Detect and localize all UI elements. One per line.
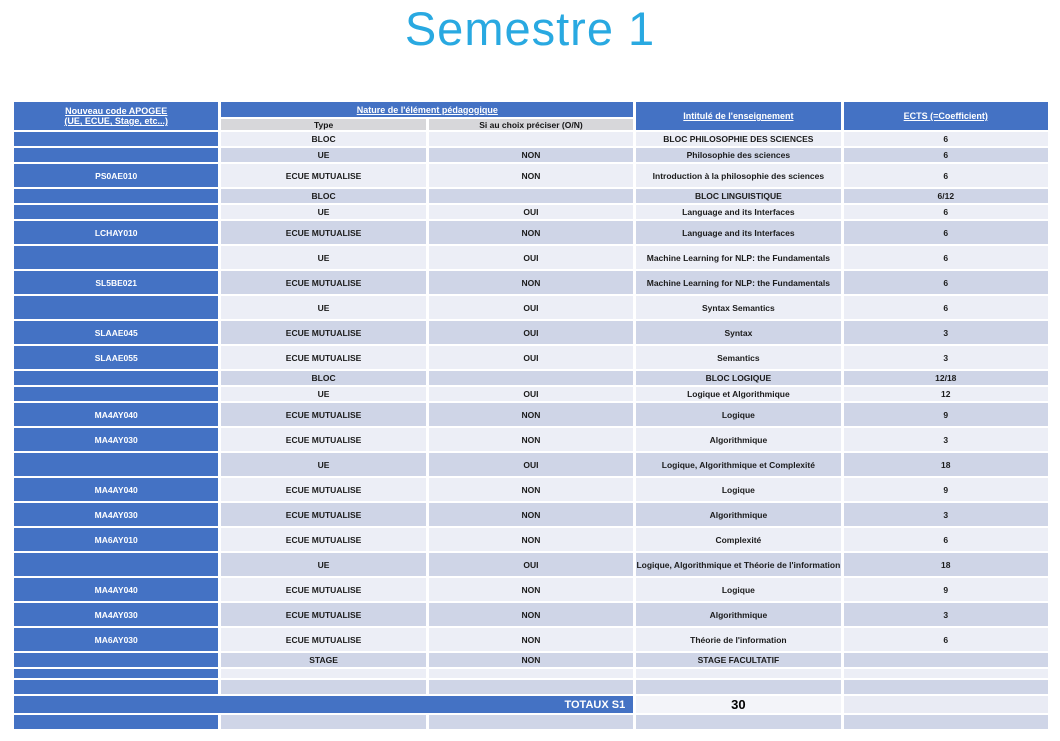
ects-cell: 6: [844, 246, 1048, 269]
table-row: [14, 403, 1048, 426]
table-row: [14, 553, 1048, 576]
type-cell: ECUE MUTUALISE: [221, 628, 425, 651]
ects-cell: 6: [844, 271, 1048, 294]
ects-cell: 9: [844, 578, 1048, 601]
table-row: [14, 371, 1048, 385]
choix-cell: NON: [429, 164, 633, 187]
code-cell: LCHAY010: [14, 221, 218, 244]
type-cell: [221, 680, 425, 694]
choix-cell: [429, 371, 633, 385]
page-title: Semestre 1: [404, 2, 656, 55]
code-cell: [14, 148, 218, 162]
intitule-cell: [636, 669, 840, 678]
table-row: [14, 132, 1048, 146]
intitule-cell: [636, 680, 840, 694]
type-cell: ECUE MUTUALISE: [221, 271, 425, 294]
choix-cell: NON: [429, 653, 633, 667]
type-cell: ECUE MUTUALISE: [221, 528, 425, 551]
intitule-cell: BLOC PHILOSOPHIE DES SCIENCES: [636, 132, 840, 146]
code-cell: MA6AY030: [14, 628, 218, 651]
intitule-cell: Machine Learning for NLP: the Fundamentals: [636, 271, 840, 294]
code-cell: SLAAE045: [14, 321, 218, 344]
ects-cell: [844, 653, 1048, 667]
code-cell: [14, 371, 218, 385]
choix-cell: OUI: [429, 453, 633, 476]
table-row: [14, 189, 1048, 203]
table-row: [14, 503, 1048, 526]
ects-cell: 6: [844, 205, 1048, 219]
table-row: [14, 296, 1048, 319]
type-cell: BLOC: [221, 371, 425, 385]
code-cell: [14, 553, 218, 576]
type-cell: ECUE MUTUALISE: [221, 221, 425, 244]
ects-cell: 6: [844, 164, 1048, 187]
table-row: [14, 246, 1048, 269]
choix-cell: OUI: [429, 387, 633, 401]
ects-cell: 6: [844, 132, 1048, 146]
table-row: [14, 346, 1048, 369]
choix-cell: NON: [429, 478, 633, 501]
type-cell: ECUE MUTUALISE: [221, 403, 425, 426]
code-cell: PS0AE010: [14, 164, 218, 187]
choix-cell: OUI: [429, 553, 633, 576]
table-row: [14, 628, 1048, 651]
col-header-nature: Nature de l'élément pédagogique: [221, 102, 633, 117]
table-row: [14, 221, 1048, 244]
table-row: [14, 453, 1048, 476]
choix-cell: OUI: [429, 321, 633, 344]
intitule-cell: Logique, Algorithmique et Complexité: [636, 453, 840, 476]
code-cell: [14, 715, 218, 729]
table-row: [14, 578, 1048, 601]
ects-cell: 6: [844, 628, 1048, 651]
intitule-cell: Logique, Algorithmique et Théorie de l'information: [636, 553, 840, 576]
choix-cell: NON: [429, 428, 633, 451]
choix-cell: [429, 680, 633, 694]
totaux-label: TOTAUX S1: [14, 696, 633, 713]
type-cell: BLOC: [221, 189, 425, 203]
col-header-type: Type: [221, 119, 425, 130]
choix-cell: NON: [429, 503, 633, 526]
type-cell: UE: [221, 296, 425, 319]
choix-cell: NON: [429, 271, 633, 294]
code-cell: [14, 653, 218, 667]
col-header-intitule: Intitulé de l'enseignement: [636, 102, 840, 130]
code-cell: MA4AY030: [14, 428, 218, 451]
type-cell: UE: [221, 553, 425, 576]
code-cell: [14, 387, 218, 401]
code-cell: MA4AY030: [14, 603, 218, 626]
table-row: [14, 387, 1048, 401]
intitule-cell: Algorithmique: [636, 503, 840, 526]
intitule-cell: Logique et Algorithmique: [636, 387, 840, 401]
ects-cell: 3: [844, 603, 1048, 626]
ects-cell: 18: [844, 553, 1048, 576]
ects-cell: 3: [844, 321, 1048, 344]
choix-cell: [429, 715, 633, 729]
choix-cell: [429, 669, 633, 678]
ects-cell: 6/12: [844, 189, 1048, 203]
intitule-cell: [636, 715, 840, 729]
code-cell: [14, 132, 218, 146]
choix-cell: OUI: [429, 346, 633, 369]
ects-cell: 9: [844, 403, 1048, 426]
type-cell: [221, 715, 425, 729]
choix-cell: [429, 189, 633, 203]
type-cell: ECUE MUTUALISE: [221, 164, 425, 187]
code-cell: [14, 680, 218, 694]
intitule-cell: Complexité: [636, 528, 840, 551]
ects-cell: 6: [844, 528, 1048, 551]
choix-cell: [429, 132, 633, 146]
code-cell: MA6AY010: [14, 528, 218, 551]
ects-cell: 18: [844, 453, 1048, 476]
intitule-cell: Logique: [636, 578, 840, 601]
type-cell: ECUE MUTUALISE: [221, 321, 425, 344]
ects-cell: 3: [844, 503, 1048, 526]
choix-cell: NON: [429, 603, 633, 626]
col-header-code-line2: (UE, ECUE, Stage, etc...): [64, 116, 168, 126]
table-row: [14, 669, 1048, 678]
choix-cell: NON: [429, 403, 633, 426]
table-row: [14, 164, 1048, 187]
code-cell: MA4AY030: [14, 503, 218, 526]
choix-cell: OUI: [429, 296, 633, 319]
intitule-cell: Théorie de l'information: [636, 628, 840, 651]
intitule-cell: Language and its Interfaces: [636, 205, 840, 219]
intitule-cell: Syntax Semantics: [636, 296, 840, 319]
ects-cell: [844, 680, 1048, 694]
type-cell: ECUE MUTUALISE: [221, 346, 425, 369]
col-header-choix: Si au choix préciser (O/N): [429, 119, 633, 130]
col-header-code-line1: Nouveau code APOGEE: [65, 106, 168, 116]
intitule-cell: Algorithmique: [636, 603, 840, 626]
type-cell: ECUE MUTUALISE: [221, 578, 425, 601]
table-row: [14, 680, 1048, 694]
intitule-cell: BLOC LOGIQUE: [636, 371, 840, 385]
type-cell: UE: [221, 246, 425, 269]
table-row: [14, 271, 1048, 294]
type-cell: ECUE MUTUALISE: [221, 428, 425, 451]
code-cell: MA4AY040: [14, 403, 218, 426]
totaux-total-value: 30: [636, 696, 840, 713]
table-row: [14, 715, 1048, 729]
intitule-cell: Syntax: [636, 321, 840, 344]
col-header-code: [14, 102, 218, 130]
type-cell: BLOC: [221, 132, 425, 146]
choix-cell: NON: [429, 148, 633, 162]
choix-cell: NON: [429, 628, 633, 651]
intitule-cell: Machine Learning for NLP: the Fundamentals: [636, 246, 840, 269]
choix-cell: NON: [429, 528, 633, 551]
ects-cell: 3: [844, 428, 1048, 451]
code-cell: [14, 296, 218, 319]
intitule-cell: Logique: [636, 478, 840, 501]
ects-cell: 9: [844, 478, 1048, 501]
type-cell: [221, 669, 425, 678]
totaux-ects-cell: [844, 696, 1048, 713]
code-cell: [14, 205, 218, 219]
type-cell: UE: [221, 205, 425, 219]
intitule-cell: Introduction à la philosophie des sciences: [636, 164, 840, 187]
choix-cell: OUI: [429, 205, 633, 219]
table-row: [14, 428, 1048, 451]
ects-cell: [844, 669, 1048, 678]
semester-table: [11, 100, 1051, 731]
type-cell: UE: [221, 387, 425, 401]
totaux-row: [14, 696, 1048, 713]
choix-cell: OUI: [429, 246, 633, 269]
code-cell: SLAAE055: [14, 346, 218, 369]
table-row: [14, 528, 1048, 551]
type-cell: STAGE: [221, 653, 425, 667]
type-cell: ECUE MUTUALISE: [221, 603, 425, 626]
intitule-cell: BLOC LINGUISTIQUE: [636, 189, 840, 203]
col-header-ects: ECTS (=Coefficient): [844, 102, 1048, 130]
code-cell: MA4AY040: [14, 478, 218, 501]
type-cell: ECUE MUTUALISE: [221, 503, 425, 526]
intitule-cell: Logique: [636, 403, 840, 426]
ects-cell: [844, 715, 1048, 729]
table-row: [14, 205, 1048, 219]
ects-cell: 6: [844, 148, 1048, 162]
ects-cell: 12: [844, 387, 1048, 401]
code-cell: [14, 669, 218, 678]
intitule-cell: STAGE FACULTATIF: [636, 653, 840, 667]
choix-cell: NON: [429, 221, 633, 244]
semester-table-wrap: [11, 100, 1051, 731]
code-cell: [14, 189, 218, 203]
intitule-cell: Philosophie des sciences: [636, 148, 840, 162]
code-cell: [14, 246, 218, 269]
intitule-cell: Algorithmique: [636, 428, 840, 451]
ects-cell: 12/18: [844, 371, 1048, 385]
type-cell: UE: [221, 148, 425, 162]
table-row: [14, 148, 1048, 162]
intitule-cell: Semantics: [636, 346, 840, 369]
ects-cell: 3: [844, 346, 1048, 369]
table-row: [14, 653, 1048, 667]
intitule-cell: Language and its Interfaces: [636, 221, 840, 244]
code-cell: MA4AY040: [14, 578, 218, 601]
table-row: [14, 478, 1048, 501]
code-cell: [14, 453, 218, 476]
ects-cell: 6: [844, 221, 1048, 244]
ects-cell: 6: [844, 296, 1048, 319]
code-cell: SL5BE021: [14, 271, 218, 294]
type-cell: UE: [221, 453, 425, 476]
table-row: [14, 603, 1048, 626]
type-cell: ECUE MUTUALISE: [221, 478, 425, 501]
choix-cell: NON: [429, 578, 633, 601]
table-row: [14, 321, 1048, 344]
